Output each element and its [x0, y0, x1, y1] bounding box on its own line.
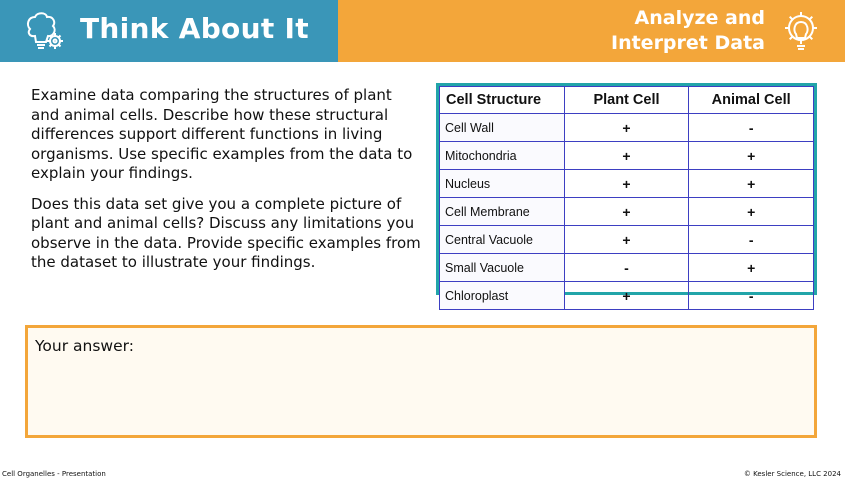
structure-name: Chloroplast — [440, 282, 565, 310]
plant-value: + — [564, 142, 689, 170]
structure-name: Cell Wall — [440, 114, 565, 142]
structure-name: Central Vacuole — [440, 226, 565, 254]
table-header-row — [440, 87, 814, 114]
plant-value: + — [564, 226, 689, 254]
footer-copyright: © Kesler Science, LLC 2024 — [743, 470, 841, 478]
structure-name: Small Vacuole — [440, 254, 565, 282]
column-header-animal: Animal Cell — [689, 87, 814, 114]
structure-name: Mitochondria — [440, 142, 565, 170]
answer-box[interactable] — [25, 325, 817, 438]
page-title: Think About It — [80, 12, 309, 45]
table-row — [440, 282, 814, 310]
cell-comparison-table — [436, 83, 817, 304]
plant-value: - — [564, 254, 689, 282]
animal-value: - — [689, 226, 814, 254]
animal-value: + — [689, 198, 814, 226]
prompt-text — [31, 86, 423, 284]
animal-value: + — [689, 170, 814, 198]
column-header-plant: Plant Cell — [564, 87, 689, 114]
plant-value: + — [564, 198, 689, 226]
animal-value: - — [689, 282, 814, 310]
structure-name: Nucleus — [440, 170, 565, 198]
table-row — [440, 170, 814, 198]
prompt-paragraph-1: Examine data comparing the structures of plant and animal cells. Describe how these structural differences support different functions in living organisms. Use specific examples from the data to explain your findings. — [31, 86, 413, 182]
header-left-band — [0, 0, 338, 62]
animal-value: + — [689, 142, 814, 170]
brain-gears-icon — [22, 9, 66, 53]
header-right-band — [338, 0, 845, 62]
animal-value: + — [689, 254, 814, 282]
prompt-paragraph-2: Does this data set give you a complete picture of plant and animal cells? Discuss any limitations you observe in the data. Provide specific examples from the dataset to illustrate your findings. — [31, 194, 421, 271]
footer-presentation-name: Cell Organelles - Presentation — [2, 470, 106, 478]
animal-value: - — [689, 114, 814, 142]
subtitle-line-2: Interpret Data — [611, 32, 765, 54]
table-row — [440, 198, 814, 226]
table-row — [440, 114, 814, 142]
plant-value: + — [564, 114, 689, 142]
table-row — [440, 254, 814, 282]
structure-name: Cell Membrane — [440, 198, 565, 226]
plant-value: + — [564, 170, 689, 198]
subtitle-line-1: Analyze and — [634, 7, 765, 29]
plant-value: + — [564, 282, 689, 310]
table-row — [440, 226, 814, 254]
lightbulb-gear-icon — [782, 10, 820, 52]
column-header-structure: Cell Structure — [440, 87, 565, 114]
answer-label: Your answer: — [35, 337, 134, 355]
table-row — [440, 142, 814, 170]
section-subtitle — [611, 6, 765, 56]
